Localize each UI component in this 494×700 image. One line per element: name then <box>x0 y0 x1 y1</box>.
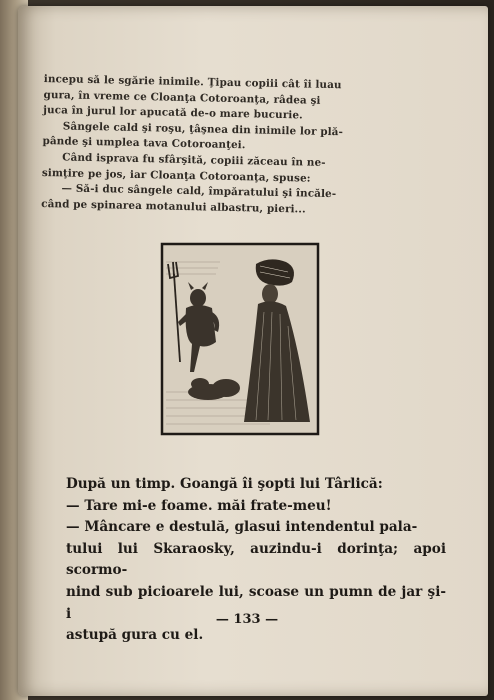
upper-text-line: pânde şi umplea tava Cotoroanţei. <box>42 135 246 152</box>
upper-text-line: juca în jurul lor apucată de-o mare bucurie. <box>43 104 303 122</box>
upper-text-line: când pe spinarea motanului albastru, pieri... <box>41 197 306 216</box>
lower-text-line: nind sub picioarele lui, scoase un pumn de jar şi-i <box>66 583 446 622</box>
lower-text-line: astupă gura cu el. <box>66 627 204 644</box>
upper-text-block <box>41 72 426 220</box>
upper-text-line: — Să-i duc sângele cald, împăratului şi încăle- <box>61 182 337 201</box>
upper-text-line: simţire pe jos, iar Cloanţa Cotoroanţa, spuse: <box>41 166 311 185</box>
lower-text-line: tului lui Skaraosky, auzindu-i dorinţa; apoi scormo- <box>66 540 446 579</box>
lower-text-line: — Tare mi-e foame. măi frate-meu! <box>66 497 332 514</box>
upper-text-line: gura, în vreme ce Cloanţa Cotoroanţa, râdea şi <box>43 88 321 107</box>
lower-text-line: După un timp. Goangă îi şopti lui Târlică: <box>66 476 383 492</box>
upper-text-line: incepu să le sgărie inimile. Ţipau copiii cât îi luau <box>43 72 342 92</box>
woodcut-illustration <box>160 242 320 436</box>
upper-text-line: Sângele cald şi roşu, ţâşnea din inimile lor plă- <box>62 120 344 139</box>
lower-text-line: — Mâncare e destulă, glasui intendentul pala- <box>66 519 418 536</box>
upper-text-line: Când isprava fu sfârşită, copiii zăceau în ne- <box>62 151 326 169</box>
page-number: — 133 — <box>215 612 279 627</box>
